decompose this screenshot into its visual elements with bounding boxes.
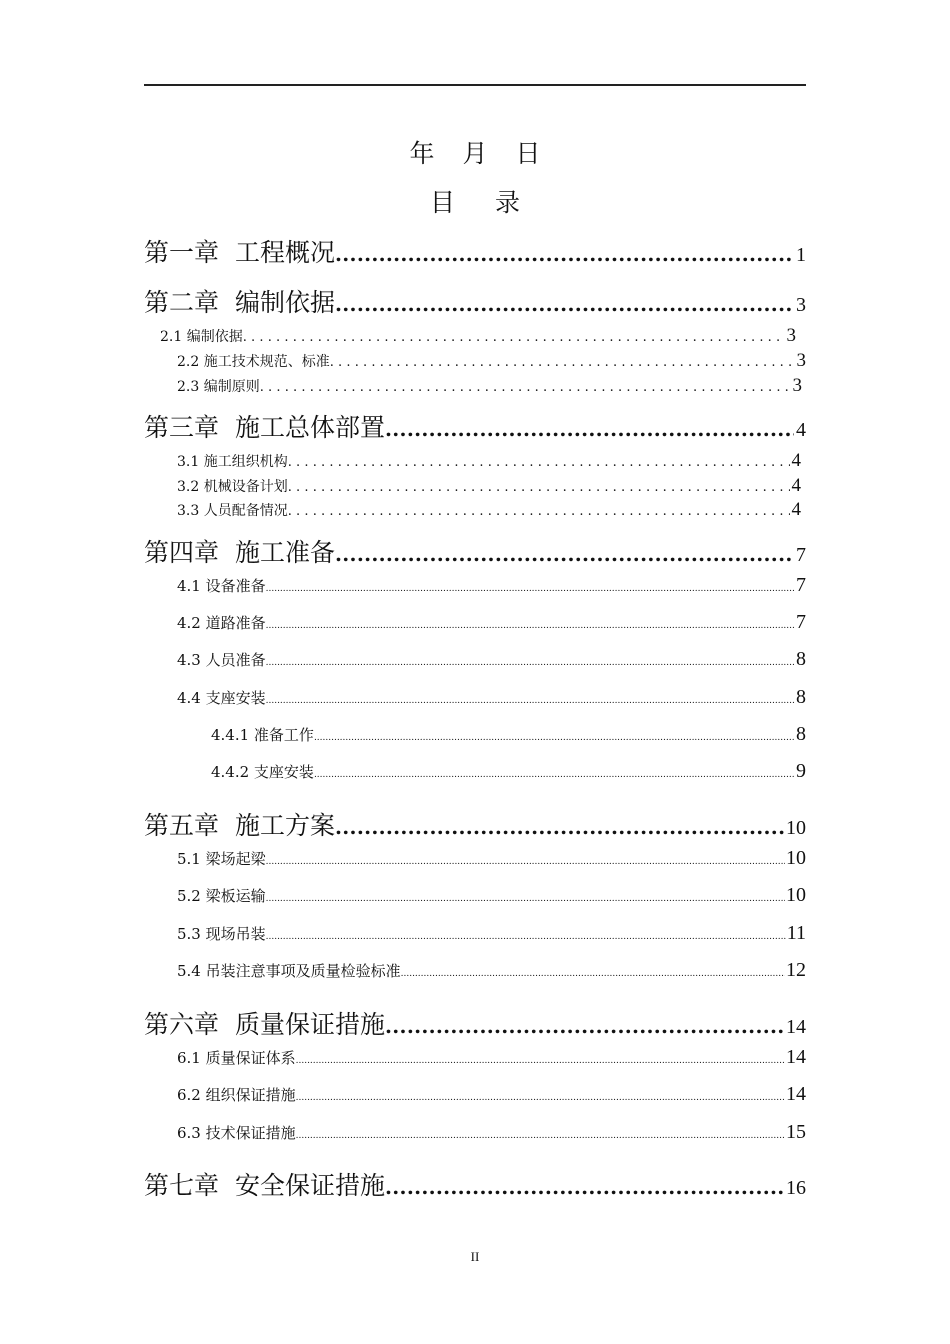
page-number: 7 xyxy=(796,574,806,596)
page-number: 9 xyxy=(796,760,806,782)
toc-section-5-1[interactable]: 5.1 梁场起梁 ..... 10 xyxy=(177,847,806,870)
toc-section-2-2[interactable]: 2.2 施工技术规范、标准 ..... 3 xyxy=(177,350,806,372)
date-year: 年 xyxy=(409,139,435,168)
header-rule xyxy=(144,84,806,86)
page-number: 16 xyxy=(786,1177,806,1199)
page-number: 14 xyxy=(786,1016,806,1038)
leader-dots xyxy=(330,355,795,370)
leader-dots xyxy=(266,621,795,631)
leader-dots xyxy=(266,932,786,942)
leader-dots xyxy=(314,733,795,743)
toc-chapter-7[interactable]: 第七章 安全保证措施 ..... 16 xyxy=(144,1166,806,1202)
leader-dots xyxy=(335,292,794,316)
toc-chapter-2[interactable]: 第二章 编制依据 ..... 3 xyxy=(144,283,806,319)
page-number: 1 xyxy=(796,244,806,266)
page-number: 15 xyxy=(786,1121,806,1143)
leader-dots xyxy=(314,770,795,780)
toc-section-6-2[interactable]: 6.2 组织保证措施 ..... 14 xyxy=(177,1083,806,1106)
leader-dots xyxy=(296,1056,785,1066)
page-number: 11 xyxy=(786,922,806,944)
leader-dots xyxy=(401,969,785,979)
leader-dots xyxy=(288,480,790,495)
toc-section-4-4[interactable]: 4.4 支座安装 ..... 8 xyxy=(177,686,806,709)
page-number: 4 xyxy=(791,475,801,496)
toc-section-5-4[interactable]: 5.4 吊装注意事项及质量检验标准 ..... 12 xyxy=(177,959,806,982)
page-number: 3 xyxy=(786,325,796,346)
toc-section-2-3[interactable]: 2.3 编制原则 ..... 3 xyxy=(177,375,802,397)
toc-section-6-3[interactable]: 6.3 技术保证措施 ..... 15 xyxy=(177,1121,806,1144)
toc-section-4-2[interactable]: 4.2 道路准备 ..... 7 xyxy=(177,611,806,634)
page-number: 4 xyxy=(791,450,801,471)
leader-dots xyxy=(385,1014,784,1038)
footer-page-number: II xyxy=(470,1249,480,1264)
leader-dots xyxy=(288,504,790,519)
toc-section-6-1[interactable]: 6.1 质量保证体系 ..... 14 xyxy=(177,1046,806,1069)
toc-section-3-1[interactable]: 3.1 施工组织机构 ..... 4 xyxy=(177,450,801,472)
leader-dots xyxy=(335,542,794,566)
page-number: 14 xyxy=(786,1046,806,1068)
toc-section-5-2[interactable]: 5.2 梁板运输 ..... 10 xyxy=(177,884,806,907)
leader-dots xyxy=(260,380,791,395)
leader-dots xyxy=(335,815,784,839)
leader-dots xyxy=(266,658,795,668)
leader-dots xyxy=(296,1093,785,1103)
leader-dots xyxy=(266,696,795,706)
leader-dots xyxy=(288,455,790,470)
page-number: 4 xyxy=(796,419,806,441)
toc-title: 目 录 xyxy=(429,188,521,217)
page-number: 8 xyxy=(796,723,806,745)
page-number: 8 xyxy=(796,648,806,670)
toc-section-4-1[interactable]: 4.1 设备准备 ..... 7 xyxy=(177,574,806,597)
leader-dots xyxy=(296,1131,785,1141)
page-number: 3 xyxy=(796,350,806,371)
page-number: 4 xyxy=(791,499,801,520)
date-line xyxy=(0,134,950,170)
toc-section-4-3[interactable]: 4.3 人员准备 ..... 8 xyxy=(177,648,806,671)
page-number: 14 xyxy=(786,1083,806,1105)
date-month: 月 xyxy=(462,139,488,168)
toc-section-4-4-1[interactable]: 4.4.1 准备工作 ..... 8 xyxy=(211,723,806,746)
page-number: 12 xyxy=(786,959,806,981)
leader-dots xyxy=(266,584,795,594)
toc-section-3-2[interactable]: 3.2 机械设备计划 ..... 4 xyxy=(177,475,801,497)
toc-chapter-6[interactable]: 第六章 质量保证措施 ..... 14 xyxy=(144,1005,806,1041)
toc-chapter-5[interactable]: 第五章 施工方案 ..... 10 xyxy=(144,806,806,842)
page-number: 7 xyxy=(796,544,806,566)
toc-section-5-3[interactable]: 5.3 现场吊装 ..... 11 xyxy=(177,922,806,945)
leader-dots xyxy=(243,330,785,345)
leader-dots xyxy=(266,894,785,904)
page-number: 3 xyxy=(792,375,802,396)
leader-dots xyxy=(385,417,794,441)
leader-dots xyxy=(266,857,785,867)
page-number: 7 xyxy=(796,611,806,633)
page-number: 3 xyxy=(796,294,806,316)
toc-chapter-3[interactable]: 第三章 施工总体部置 ..... 4 xyxy=(144,408,806,444)
leader-dots xyxy=(335,242,794,266)
page-number: 10 xyxy=(786,884,806,906)
page-number: 10 xyxy=(786,817,806,839)
page-number: 10 xyxy=(786,847,806,869)
toc-section-2-1[interactable]: 2.1 编制依据 ..... 3 xyxy=(160,325,796,347)
page-number: 8 xyxy=(796,686,806,708)
toc-section-4-4-2[interactable]: 4.4.2 支座安装 ..... 9 xyxy=(211,760,806,783)
date-day: 日 xyxy=(515,139,541,168)
leader-dots xyxy=(385,1175,784,1199)
toc-chapter-4[interactable]: 第四章 施工准备 ..... 7 xyxy=(144,533,806,569)
toc-chapter-1[interactable]: 第一章 工程概况 ..... 1 xyxy=(144,233,806,269)
toc-section-3-3[interactable]: 3.3 人员配备情况 ..... 4 xyxy=(177,499,801,521)
